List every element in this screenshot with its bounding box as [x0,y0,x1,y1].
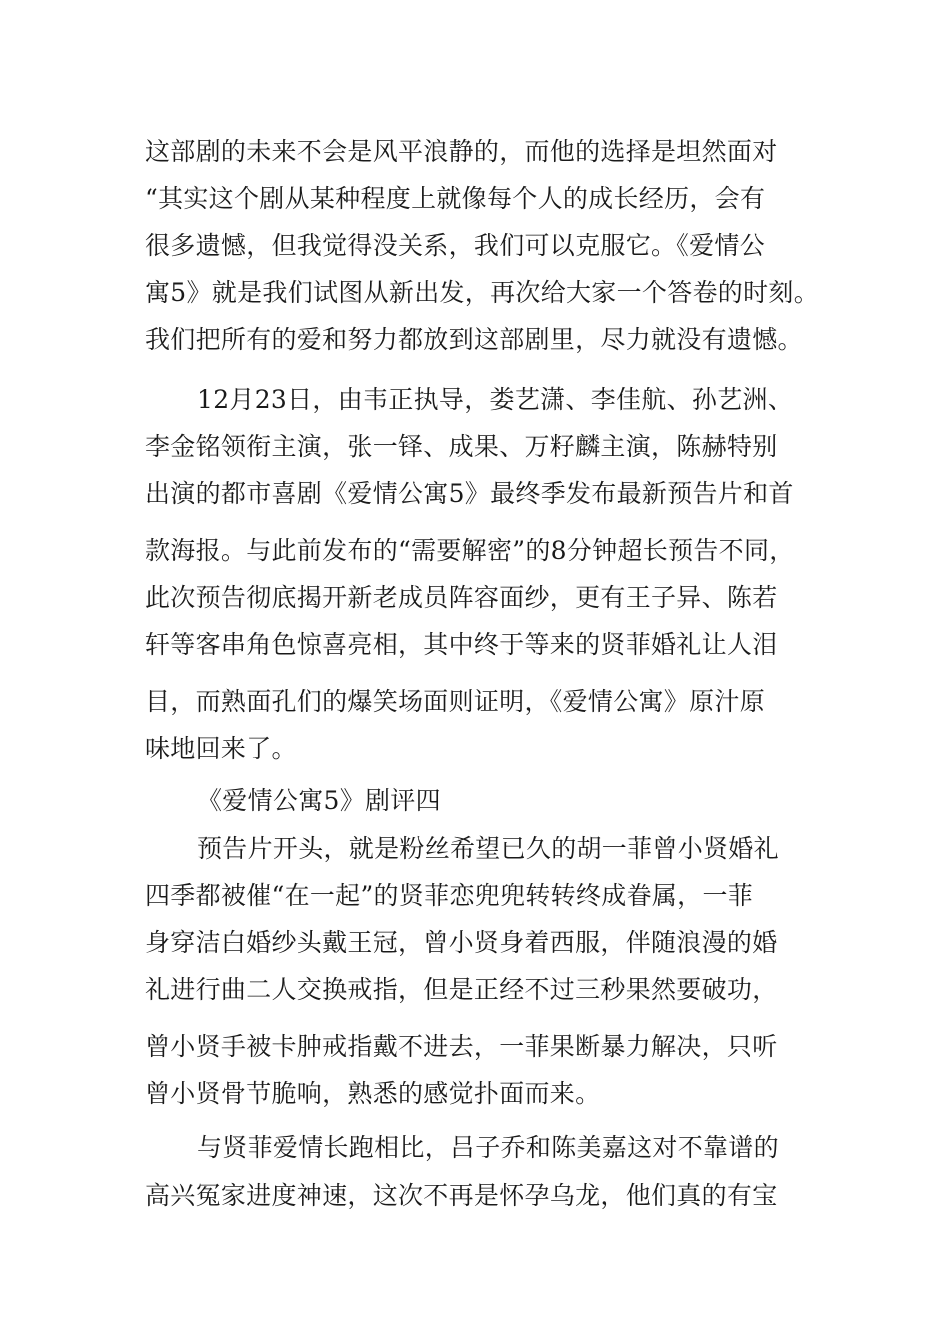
text-line: 礼进行曲二人交换戒指，但是正经不过三秒果然要破功， [145,975,778,1004]
text-line: 寓5》就是我们试图从新出发，再次给大家一个答卷的时刻。 [145,278,820,307]
text-line: 出演的都市喜剧《爱情公寓5》最终季发布最新预告片和首 [145,479,794,508]
paragraph-start-line: 预告片开头，就是粉丝希望已久的胡一菲曾小贤婚礼 [197,834,779,863]
text-line: “其实这个剧从某种程度上就像每个人的成长经历，会有 [145,184,766,213]
paragraph-start-line: 与贤菲爱情长跑相比，吕子乔和陈美嘉这对不靠谱的 [197,1133,779,1162]
text-line: 此次预告彻底揭开新老成员阵容面纱，更有王子异、陈若 [145,583,778,612]
text-line: 味地回来了。 [145,734,297,763]
text-line: 身穿洁白婚纱头戴王冠，曾小贤身着西服，伴随浪漫的婚 [145,928,778,957]
section-heading: 《爱情公寓5》剧评四 [197,786,441,815]
text-line: 四季都被催“在一起”的贤菲恋兜兜转转终成眷属，一菲 [145,881,754,910]
text-line: 我们把所有的爱和努力都放到这部剧里，尽力就没有遗憾。 [145,325,803,354]
paragraph-start-line: 12月23日，由韦正执导，娄艺潇、李佳航、孙艺洲、 [197,385,794,414]
text-line: 这部剧的未来不会是风平浪静的，而他的选择是坦然面对 [145,137,778,166]
text-line: 目，而熟面孔们的爆笑场面则证明，《爱情公寓》原汁原 [145,687,766,716]
text-line: 李金铭领衔主演，张一铎、成果、万籽麟主演，陈赫特别 [145,432,778,461]
text-line: 曾小贤手被卡肿戒指戴不进去，一菲果断暴力解决，只听 [145,1032,778,1061]
text-line: 高兴冤家进度神速，这次不再是怀孕乌龙，他们真的有宝 [145,1181,778,1210]
text-line: 轩等客串角色惊喜亮相，其中终于等来的贤菲婚礼让人泪 [145,630,778,659]
text-line: 款海报。与此前发布的“需要解密”的8分钟超长预告不同， [145,536,795,565]
text-line: 很多遗憾，但我觉得没关系，我们可以克服它。《爱情公 [145,231,766,260]
text-line: 曾小贤骨节脆响，熟悉的感觉扑面而来。 [145,1079,601,1108]
